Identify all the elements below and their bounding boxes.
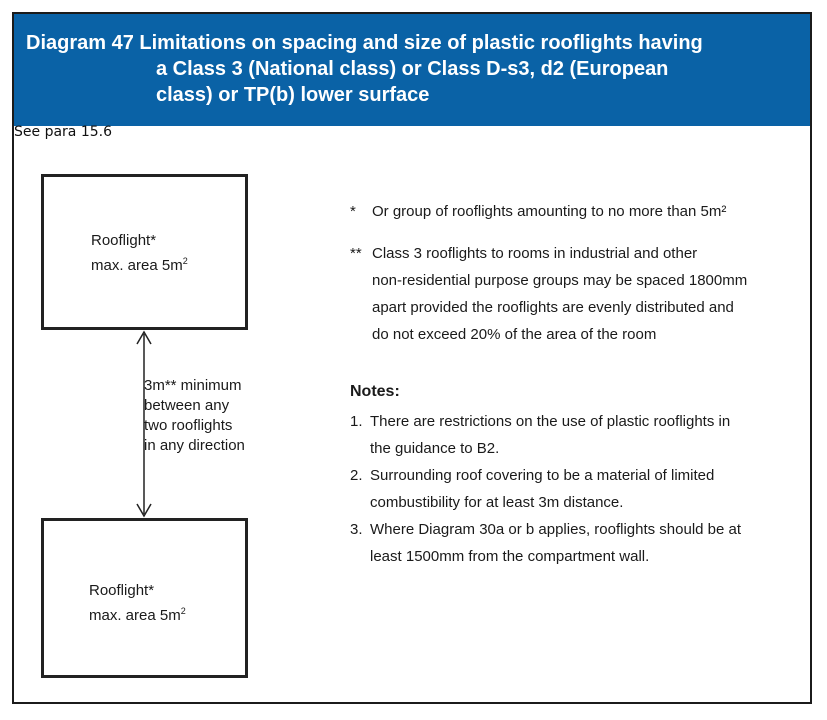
diagram-title-line: a Class 3 (National class) or Class D-s3, d2 (European xyxy=(156,58,669,80)
spacing-label-line: 3m** minimum xyxy=(144,377,242,394)
note-line: the guidance to B2. xyxy=(370,440,500,457)
footnote-text xyxy=(372,240,747,348)
notes-list xyxy=(350,408,780,570)
note-text xyxy=(370,408,730,462)
note-text xyxy=(370,516,741,570)
note-item xyxy=(350,408,780,462)
spacing-label-line: two rooflights xyxy=(144,417,233,434)
rooflight-label xyxy=(89,581,186,626)
see-para-reference: See para 15.6 xyxy=(14,124,112,140)
footnote-marker: ** xyxy=(350,245,362,262)
area-unit-power: 2 xyxy=(180,606,186,616)
footnote-line: Class 3 rooflights to rooms in industrial and other xyxy=(372,245,698,262)
rooflight-label xyxy=(91,231,188,276)
rooflight-box-bottom xyxy=(41,518,248,678)
area-unit-power: 2 xyxy=(182,256,188,266)
spacing-label-line: between any xyxy=(144,397,230,414)
footnote-line: do not exceed 20% of the area of the room xyxy=(372,326,657,343)
note-item xyxy=(350,462,780,516)
note-line: There are restrictions on the use of plastic rooflights in xyxy=(370,413,731,430)
rooflight-label-text: Rooflight* xyxy=(89,582,155,599)
note-line: Where Diagram 30a or b applies, rooflights should be at xyxy=(370,521,742,538)
note-number: 3. xyxy=(350,521,363,538)
footnote-text: Or group of rooflights amounting to no more than 5m² xyxy=(372,203,727,220)
note-item xyxy=(350,516,780,570)
diagram-header xyxy=(14,14,810,126)
footnote-line: non-residential purpose groups may be spaced 1800mm xyxy=(372,272,748,289)
note-line: combustibility for at least 3m distance. xyxy=(370,494,624,511)
note-number: 2. xyxy=(350,467,363,484)
notes-heading: Notes: xyxy=(350,383,400,400)
note-number: 1. xyxy=(350,413,363,430)
rooflight-area-text: max. area 5m xyxy=(89,607,181,624)
diagram-title-line: Diagram 47 Limitations on spacing and size of plastic rooflights having xyxy=(26,32,703,54)
note-text xyxy=(370,462,714,516)
rooflight-box-top xyxy=(41,174,248,330)
spacing-label xyxy=(144,376,245,456)
footnote-line: apart provided the rooflights are evenly distributed and xyxy=(372,299,734,316)
footnote-marker: * xyxy=(350,203,356,220)
rooflight-label-text: Rooflight* xyxy=(91,232,157,249)
note-line: least 1500mm from the compartment wall. xyxy=(370,548,650,565)
diagram-title-line: class) or TP(b) lower surface xyxy=(156,84,430,106)
spacing-label-line: in any direction xyxy=(144,437,245,454)
note-line: Surrounding roof covering to be a material of limited xyxy=(370,467,715,484)
rooflight-area-text: max. area 5m xyxy=(91,257,183,274)
